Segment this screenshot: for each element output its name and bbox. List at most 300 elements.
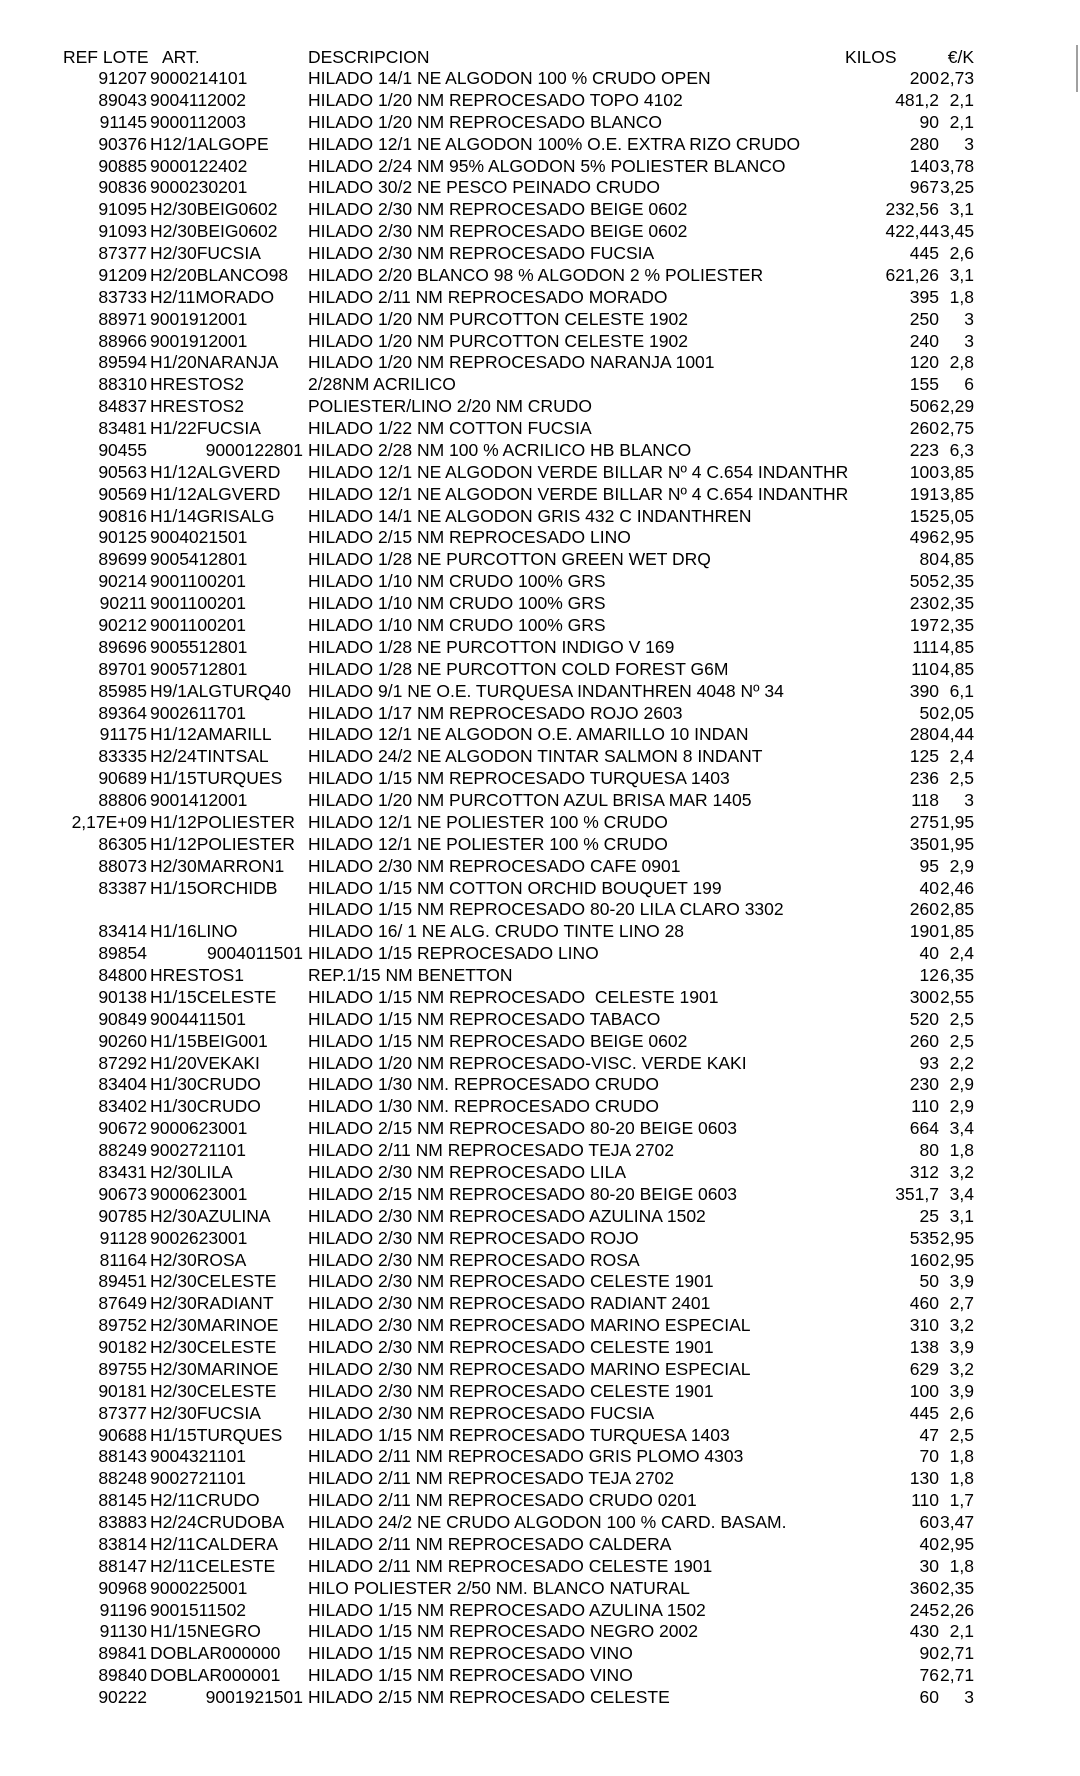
price-cell: 4,44 (940, 724, 975, 745)
kilos-cell: 395 (909, 286, 939, 307)
ref-cell: 83335 (98, 746, 147, 767)
desc-cell: HILADO 2/30 NM REPROCESADO ROJO (308, 1227, 639, 1248)
price-cell: 6 (964, 374, 974, 395)
kilos-cell: 191 (909, 483, 939, 504)
art-cell: 9000214101 (150, 68, 248, 88)
kilos-cell: 155 (909, 374, 939, 395)
ref-cell: 91209 (98, 264, 147, 285)
price-cell: 3 (964, 790, 974, 811)
kilos-cell: 130 (909, 1468, 939, 1489)
price-cell: 2,95 (940, 1227, 975, 1248)
table-row (0, 1336, 1080, 1358)
art-cell: H9/1ALGTURQ40 (150, 680, 292, 701)
kilos-cell: 664 (909, 1118, 939, 1139)
price-cell: 2,35 (940, 571, 975, 592)
art-cell: H1/30CRUDO (150, 1074, 261, 1095)
kilos-cell: 40 (919, 1533, 939, 1554)
price-cell: 2,9 (949, 1096, 974, 1117)
desc-cell: HILADO 2/30 NM REPROCESADO CELESTE 1901 (308, 1380, 714, 1401)
ref-cell: 84800 (98, 965, 147, 986)
kilos-cell: 223 (909, 439, 939, 460)
art-cell: H2/30CELESTE (150, 1380, 277, 1401)
table-row (0, 592, 1080, 614)
price-cell: 1,95 (940, 811, 975, 832)
ref-cell: 88147 (98, 1555, 147, 1576)
art-cell: H2/11CRUDO (150, 1490, 260, 1511)
ref-cell: 90563 (98, 461, 147, 482)
desc-cell: HILADO 1/10 NM CRUDO 100% GRS (308, 593, 606, 614)
desc-cell: HILADO 1/28 NE PURCOTTON COLD FOREST G6M (308, 658, 729, 679)
kilos-cell: 70 (919, 1446, 939, 1467)
table-row (0, 1599, 1080, 1621)
price-cell: 2,1 (949, 111, 974, 132)
kilos-cell: 230 (909, 593, 939, 614)
desc-cell: HILADO 1/15 NM REPROCESADO TURQUESA 1403 (308, 1424, 730, 1445)
desc-cell: HILADO 2/30 NM REPROCESADO CELESTE 1901 (308, 1271, 714, 1292)
kilos-cell: 445 (909, 1402, 939, 1423)
ref-cell: 83404 (98, 1074, 147, 1095)
table-row (0, 264, 1080, 286)
kilos-cell: 138 (909, 1337, 939, 1358)
desc-cell: HILO POLIESTER 2/50 NM. BLANCO NATURAL (308, 1577, 690, 1598)
desc-cell: HILADO 2/30 NM REPROCESADO AZULINA 1502 (308, 1205, 706, 1226)
price-cell: 3,85 (940, 461, 975, 482)
ref-cell: 85985 (98, 680, 147, 701)
art-cell: H1/15BEIG001 (150, 1030, 268, 1051)
kilos-cell: 110 (911, 658, 939, 679)
art-cell: H2/30MARRON1 (150, 855, 285, 876)
table-row (0, 986, 1080, 1008)
art-cell: 9004011501 (206, 943, 303, 964)
desc-cell: HILADO 9/1 NE O.E. TURQUESA INDANTHREN 4048 Nº 34 (308, 680, 784, 701)
desc-cell: HILADO 12/1 NE ALGODON VERDE BILLAR Nº 4 C.654 INDANTHR (308, 461, 849, 482)
art-cell: HRESTOS2 (150, 374, 245, 395)
kilos-cell: 200 (909, 68, 939, 88)
table-row (0, 548, 1080, 570)
kilos-cell: 12 (919, 965, 939, 986)
desc-cell: HILADO 2/30 NM REPROCESADO CELESTE 1901 (308, 1337, 714, 1358)
desc-cell: HILADO 1/10 NM CRUDO 100% GRS (308, 571, 606, 592)
price-cell: 3,1 (949, 199, 974, 220)
price-cell: 3,1 (949, 264, 974, 285)
ref-cell: 89854 (98, 943, 147, 964)
price-cell: 3 (964, 1687, 974, 1708)
table-row (0, 1008, 1080, 1030)
desc-cell: HILADO 14/1 NE ALGODON GRIS 432 C INDANTHREN (308, 505, 752, 526)
desc-cell: HILADO 2/11 NM REPROCESADO CELESTE 1901 (308, 1555, 713, 1576)
ref-cell: 90785 (98, 1205, 147, 1226)
ref-cell: 90138 (98, 986, 147, 1007)
price-cell: 3,1 (949, 1205, 974, 1226)
ref-cell: 89594 (98, 352, 147, 373)
table-row (0, 767, 1080, 789)
desc-cell: HILADO 12/1 NE ALGODON O.E. AMARILLO 10 INDAN (308, 724, 749, 745)
art-cell: HRESTOS2 (150, 396, 245, 417)
price-cell: 2,35 (940, 593, 975, 614)
price-cell: 2,9 (949, 855, 974, 876)
desc-cell: HILADO 12/1 NE ALGODON VERDE BILLAR Nº 4 C.654 INDANTHR (308, 483, 849, 504)
art-cell: H1/20VEKAKI (150, 1052, 260, 1073)
ref-cell: 83481 (98, 418, 147, 439)
ref-cell: 83814 (98, 1533, 147, 1554)
table-row (0, 942, 1080, 964)
art-cell: H1/15CELESTE (150, 986, 277, 1007)
table-row (0, 964, 1080, 986)
price-cell: 2,5 (949, 1424, 974, 1445)
art-cell: DOBLAR000000 (150, 1643, 281, 1664)
table-row (0, 1511, 1080, 1533)
table-row (0, 461, 1080, 483)
desc-cell: HILADO 2/30 NM REPROCESADO FUCSIA (308, 243, 655, 264)
desc-cell: HILADO 1/15 NM REPROCESADO AZULINA 1502 (308, 1599, 706, 1620)
desc-cell: HILADO 24/2 NE ALGODON TINTAR SALMON 8 INDANT (308, 746, 763, 767)
desc-cell: HILADO 1/20 NM PURCOTTON CELESTE 1902 (308, 308, 688, 329)
table-row (0, 1402, 1080, 1424)
desc-cell: HILADO 1/28 NE PURCOTTON GREEN WET DRQ (308, 549, 711, 570)
art-cell: H2/30FUCSIA (150, 1402, 261, 1423)
desc-cell: HILADO 1/20 NM REPROCESADO-VISC. VERDE KAKI (308, 1052, 747, 1073)
table-row (0, 1664, 1080, 1686)
kilos-cell: 275 (909, 811, 939, 832)
header-ref-lote: REF LOTE (63, 47, 149, 67)
ref-cell: 81164 (99, 1249, 147, 1270)
ref-cell: 90125 (98, 527, 147, 548)
kilos-cell: 300 (909, 986, 939, 1007)
price-cell: 1,8 (949, 1140, 974, 1161)
art-cell: 9004021501 (150, 527, 248, 548)
desc-cell: HILADO 1/30 NM. REPROCESADO CRUDO (308, 1096, 660, 1117)
price-cell: 2,8 (949, 352, 974, 373)
art-cell: 9001100201 (150, 593, 247, 614)
table-row (0, 1139, 1080, 1161)
kilos-cell: 422,44 (885, 221, 939, 242)
table-row (0, 373, 1080, 395)
art-cell: 9002611701 (150, 702, 247, 723)
art-cell: 9001412001 (150, 790, 248, 811)
desc-cell: HILADO 1/28 NE PURCOTTON INDIGO V 169 (308, 636, 675, 657)
kilos-cell: 260 (909, 418, 939, 439)
ref-cell: 86305 (98, 833, 147, 854)
price-cell: 2,95 (940, 1249, 975, 1270)
table-row (0, 242, 1080, 264)
desc-cell: HILADO 1/15 NM COTTON ORCHID BOUQUET 199 (308, 877, 722, 898)
art-cell: 9000230201 (150, 177, 248, 198)
kilos-cell: 310 (909, 1315, 939, 1336)
price-cell: 1,85 (940, 921, 975, 942)
desc-cell: HILADO 1/30 NM. REPROCESADO CRUDO (308, 1074, 660, 1095)
ref-cell: 89841 (98, 1643, 147, 1664)
desc-cell: HILADO 2/30 NM REPROCESADO FUCSIA (308, 1402, 655, 1423)
art-cell: 9005412801 (150, 549, 248, 570)
table-row (0, 1052, 1080, 1074)
ref-cell: 90222 (98, 1687, 147, 1708)
art-cell: 9001912001 (150, 330, 248, 351)
art-cell: 9001511502 (150, 1599, 247, 1620)
art-cell: 9000122402 (150, 155, 248, 176)
price-cell: 1,8 (949, 1468, 974, 1489)
kilos-cell: 111 (912, 636, 939, 657)
kilos-cell: 25 (919, 1205, 939, 1226)
ref-cell: 90672 (98, 1118, 147, 1139)
desc-cell: HILADO 2/15 NM REPROCESADO LINO (308, 527, 631, 548)
ref-cell: 90849 (98, 1008, 147, 1029)
kilos-cell: 535 (909, 1227, 939, 1248)
art-cell: 9001100201 (150, 615, 247, 635)
table-row (0, 833, 1080, 855)
art-cell: H2/11CALDERA (150, 1533, 279, 1554)
kilos-cell: 505 (909, 571, 939, 592)
desc-cell: HILADO 2/30 NM REPROCESADO MARINO ESPECIAL (308, 1315, 751, 1336)
table-row (0, 920, 1080, 942)
table-row (0, 636, 1080, 658)
price-cell: 4,85 (940, 658, 975, 679)
table-row (0, 111, 1080, 133)
art-cell: 9004112002 (150, 89, 247, 110)
table-row (0, 67, 1080, 89)
kilos-cell: 110 (911, 1096, 939, 1117)
desc-cell: HILADO 2/20 BLANCO 98 % ALGODON 2 % POLIESTER (308, 264, 764, 285)
kilos-cell: 140 (909, 155, 939, 176)
ref-cell: 83414 (98, 921, 147, 942)
desc-cell: HILADO 12/1 NE POLIESTER 100 % CRUDO (308, 811, 668, 832)
price-cell: 3,2 (949, 1162, 974, 1182)
art-cell: H2/30LILA (150, 1162, 233, 1182)
art-cell: H1/30CRUDO (150, 1096, 261, 1117)
table-row (0, 1073, 1080, 1095)
ref-cell: 89701 (98, 658, 147, 679)
price-cell: 2,35 (940, 1577, 975, 1598)
kilos-cell: 90 (919, 111, 939, 132)
table-row (0, 1686, 1080, 1708)
art-cell: H2/30FUCSIA (150, 243, 261, 264)
price-cell: 3,78 (940, 155, 975, 176)
price-cell: 3,2 (949, 1315, 974, 1336)
desc-cell: HILADO 1/20 NM REPROCESADO NARANJA 1001 (308, 352, 715, 373)
kilos-cell: 47 (919, 1424, 939, 1445)
table-row (0, 1314, 1080, 1336)
desc-cell: HILADO 2/11 NM REPROCESADO CALDERA (308, 1533, 672, 1554)
desc-cell: HILADO 1/22 NM COTTON FUCSIA (308, 418, 592, 439)
kilos-cell: 95 (919, 855, 939, 876)
art-cell: 9001912001 (150, 308, 248, 329)
art-cell: H2/30BEIG0602 (150, 199, 278, 220)
price-cell: 3 (964, 133, 974, 154)
header-kilos: KILOS (845, 47, 897, 67)
ref-cell: 88145 (98, 1490, 147, 1511)
table-row (0, 1227, 1080, 1249)
kilos-cell: 240 (909, 330, 939, 351)
ref-cell: 90836 (98, 177, 147, 198)
price-cell: 3,9 (949, 1271, 974, 1292)
table-row (0, 614, 1080, 636)
price-cell: 2,71 (940, 1643, 975, 1664)
ref-cell: 90376 (98, 133, 147, 154)
desc-cell: HILADO 2/11 NM REPROCESADO MORADO (308, 286, 668, 307)
ref-cell: 88249 (98, 1140, 147, 1161)
table-row (0, 1183, 1080, 1205)
ref-cell: 90673 (98, 1183, 147, 1204)
price-cell: 3,4 (949, 1118, 974, 1139)
art-cell: 9004411501 (150, 1008, 247, 1029)
table-row (0, 702, 1080, 724)
price-cell: 2,2 (949, 1052, 974, 1073)
price-cell: 2,85 (940, 899, 975, 920)
table-row (0, 1249, 1080, 1271)
table-row (0, 811, 1080, 833)
ref-cell: 90214 (98, 571, 147, 592)
price-cell: 2,29 (940, 396, 975, 417)
header-eur-per-k: €/K (947, 47, 974, 67)
art-cell: H1/16LINO (150, 921, 238, 942)
table-row (0, 855, 1080, 877)
ref-cell: 87377 (98, 243, 147, 264)
price-cell: 1,8 (949, 1446, 974, 1467)
ref-cell: 90885 (98, 155, 147, 176)
table-row (0, 1642, 1080, 1664)
table-row (0, 1292, 1080, 1314)
kilos-cell: 430 (909, 1621, 939, 1642)
desc-cell: HILADO 1/15 NM REPROCESADO VINO (308, 1665, 633, 1686)
price-cell: 2,26 (940, 1599, 975, 1620)
desc-cell: 2/28NM ACRILICO (308, 374, 456, 395)
table-row (0, 483, 1080, 505)
desc-cell: HILADO 2/30 NM REPROCESADO BEIGE 0602 (308, 199, 688, 220)
art-cell: H1/15TURQUES (150, 1424, 283, 1445)
ref-cell: 88966 (98, 330, 147, 351)
desc-cell: REP.1/15 NM BENETTON (308, 965, 513, 986)
kilos-cell: 445 (909, 243, 939, 264)
price-cell: 3,47 (940, 1512, 975, 1533)
desc-cell: HILADO 14/1 NE ALGODON 100 % CRUDO OPEN (308, 68, 711, 88)
price-cell: 3,4 (949, 1183, 974, 1204)
ref-cell: 90455 (98, 439, 147, 460)
price-cell: 3 (964, 330, 974, 351)
ref-cell: 83431 (98, 1162, 147, 1182)
ref-cell: 83733 (98, 286, 147, 307)
kilos-cell: 152 (909, 505, 939, 526)
desc-cell: HILADO 2/11 NM REPROCESADO GRIS PLOMO 4303 (308, 1446, 744, 1467)
kilos-cell: 118 (911, 790, 939, 811)
art-cell: H1/14GRISALG (150, 505, 275, 526)
desc-cell: HILADO 2/28 NM 100 % ACRILICO HB BLANCO (308, 439, 692, 460)
ref-cell: 90569 (98, 483, 147, 504)
kilos-cell: 50 (919, 1271, 939, 1292)
desc-cell: HILADO 1/20 NM PURCOTTON AZUL BRISA MAR 1405 (308, 790, 752, 811)
price-cell: 2,73 (940, 68, 975, 88)
desc-cell: HILADO 1/17 NM REPROCESADO ROJO 2603 (308, 702, 683, 723)
price-cell: 2,55 (940, 986, 975, 1007)
price-cell: 1,7 (949, 1490, 974, 1511)
kilos-cell: 50 (919, 702, 939, 723)
art-cell: H1/15NEGRO (150, 1621, 261, 1642)
kilos-cell: 40 (919, 877, 939, 898)
price-cell: 2,71 (940, 1665, 975, 1686)
art-cell: H1/15ORCHIDB (150, 877, 278, 898)
desc-cell: HILADO 1/15 NM REPROCESADO BEIGE 0602 (308, 1030, 688, 1051)
ref-cell: 91196 (99, 1599, 147, 1620)
desc-cell: HILADO 2/30 NM REPROCESADO CAFE 0901 (308, 855, 681, 876)
kilos-cell: 190 (909, 921, 939, 942)
art-cell: H1/12POLIESTER (150, 833, 295, 854)
desc-cell: HILADO 12/1 NE ALGODON 100% O.E. EXTRA RIZO CRUDO (308, 133, 801, 154)
ref-cell: 88073 (98, 855, 147, 876)
table-row (0, 1205, 1080, 1227)
art-cell: 9005712801 (150, 658, 248, 679)
price-cell: 3,45 (940, 221, 975, 242)
ref-cell: 90211 (99, 593, 147, 614)
kilos-cell: 967 (909, 177, 939, 198)
table-header-row (0, 46, 1080, 68)
price-cell: 2,05 (940, 702, 975, 723)
desc-cell: HILADO 1/15 NM REPROCESADO VINO (308, 1643, 633, 1664)
kilos-cell: 60 (919, 1687, 939, 1708)
kilos-cell: 520 (909, 1008, 939, 1029)
table-row (0, 680, 1080, 702)
ref-cell: 90688 (98, 1424, 147, 1445)
ref-cell: 83883 (98, 1512, 147, 1533)
art-cell: 9002721101 (150, 1140, 247, 1161)
desc-cell: HILADO 1/15 NM REPROCESADO TURQUESA 1403 (308, 768, 730, 789)
table-row (0, 439, 1080, 461)
table-row (0, 1161, 1080, 1183)
kilos-cell: 621,26 (885, 264, 939, 285)
price-cell: 3,9 (949, 1337, 974, 1358)
desc-cell: HILADO 1/15 NM REPROCESADO CELESTE 1901 (308, 986, 719, 1007)
ref-cell: 91145 (99, 111, 147, 132)
price-cell: 2,1 (949, 89, 974, 110)
desc-cell: HILADO 2/11 NM REPROCESADO TEJA 2702 (308, 1468, 675, 1489)
table-row (0, 417, 1080, 439)
art-cell: H1/15TURQUES (150, 768, 283, 789)
art-cell: 9002721101 (150, 1468, 247, 1489)
ref-cell: 87649 (98, 1293, 147, 1314)
table-row (0, 155, 1080, 177)
kilos-cell: 460 (909, 1293, 939, 1314)
table-row (0, 1555, 1080, 1577)
table-row (0, 1620, 1080, 1642)
desc-cell: HILADO 12/1 NE POLIESTER 100 % CRUDO (308, 833, 668, 854)
ref-cell: 87377 (98, 1402, 147, 1423)
table-row (0, 526, 1080, 548)
ref-cell: 89755 (98, 1358, 147, 1379)
desc-cell: HILADO 1/20 NM REPROCESADO BLANCO (308, 111, 662, 132)
ref-cell: 89696 (98, 636, 147, 657)
desc-cell: HILADO 2/15 NM REPROCESADO 80-20 BEIGE 0603 (308, 1183, 737, 1204)
table-row (0, 1577, 1080, 1599)
table-row (0, 658, 1080, 680)
table-row (0, 745, 1080, 767)
kilos-cell: 236 (909, 768, 939, 789)
table-row (0, 1117, 1080, 1139)
desc-cell: HILADO 2/30 NM REPROCESADO ROSA (308, 1249, 640, 1270)
table-row (0, 395, 1080, 417)
ref-cell: 84837 (98, 396, 147, 417)
ref-cell: 91093 (98, 221, 147, 242)
ref-cell: 91130 (99, 1621, 147, 1642)
kilos-cell: 629 (909, 1358, 939, 1379)
art-cell: 9001100201 (150, 571, 247, 592)
price-cell: 2,6 (949, 243, 974, 264)
price-cell: 3,25 (940, 177, 975, 198)
table-row (0, 1467, 1080, 1489)
art-cell: H2/30MARINOE (150, 1315, 279, 1336)
desc-cell: HILADO 30/2 NE PESCO PEINADO CRUDO (308, 177, 661, 198)
price-cell: 2,95 (940, 527, 975, 548)
price-cell: 3,85 (940, 483, 975, 504)
art-cell: H1/20NARANJA (150, 352, 279, 373)
kilos-cell: 197 (909, 615, 939, 635)
table-row (0, 1358, 1080, 1380)
